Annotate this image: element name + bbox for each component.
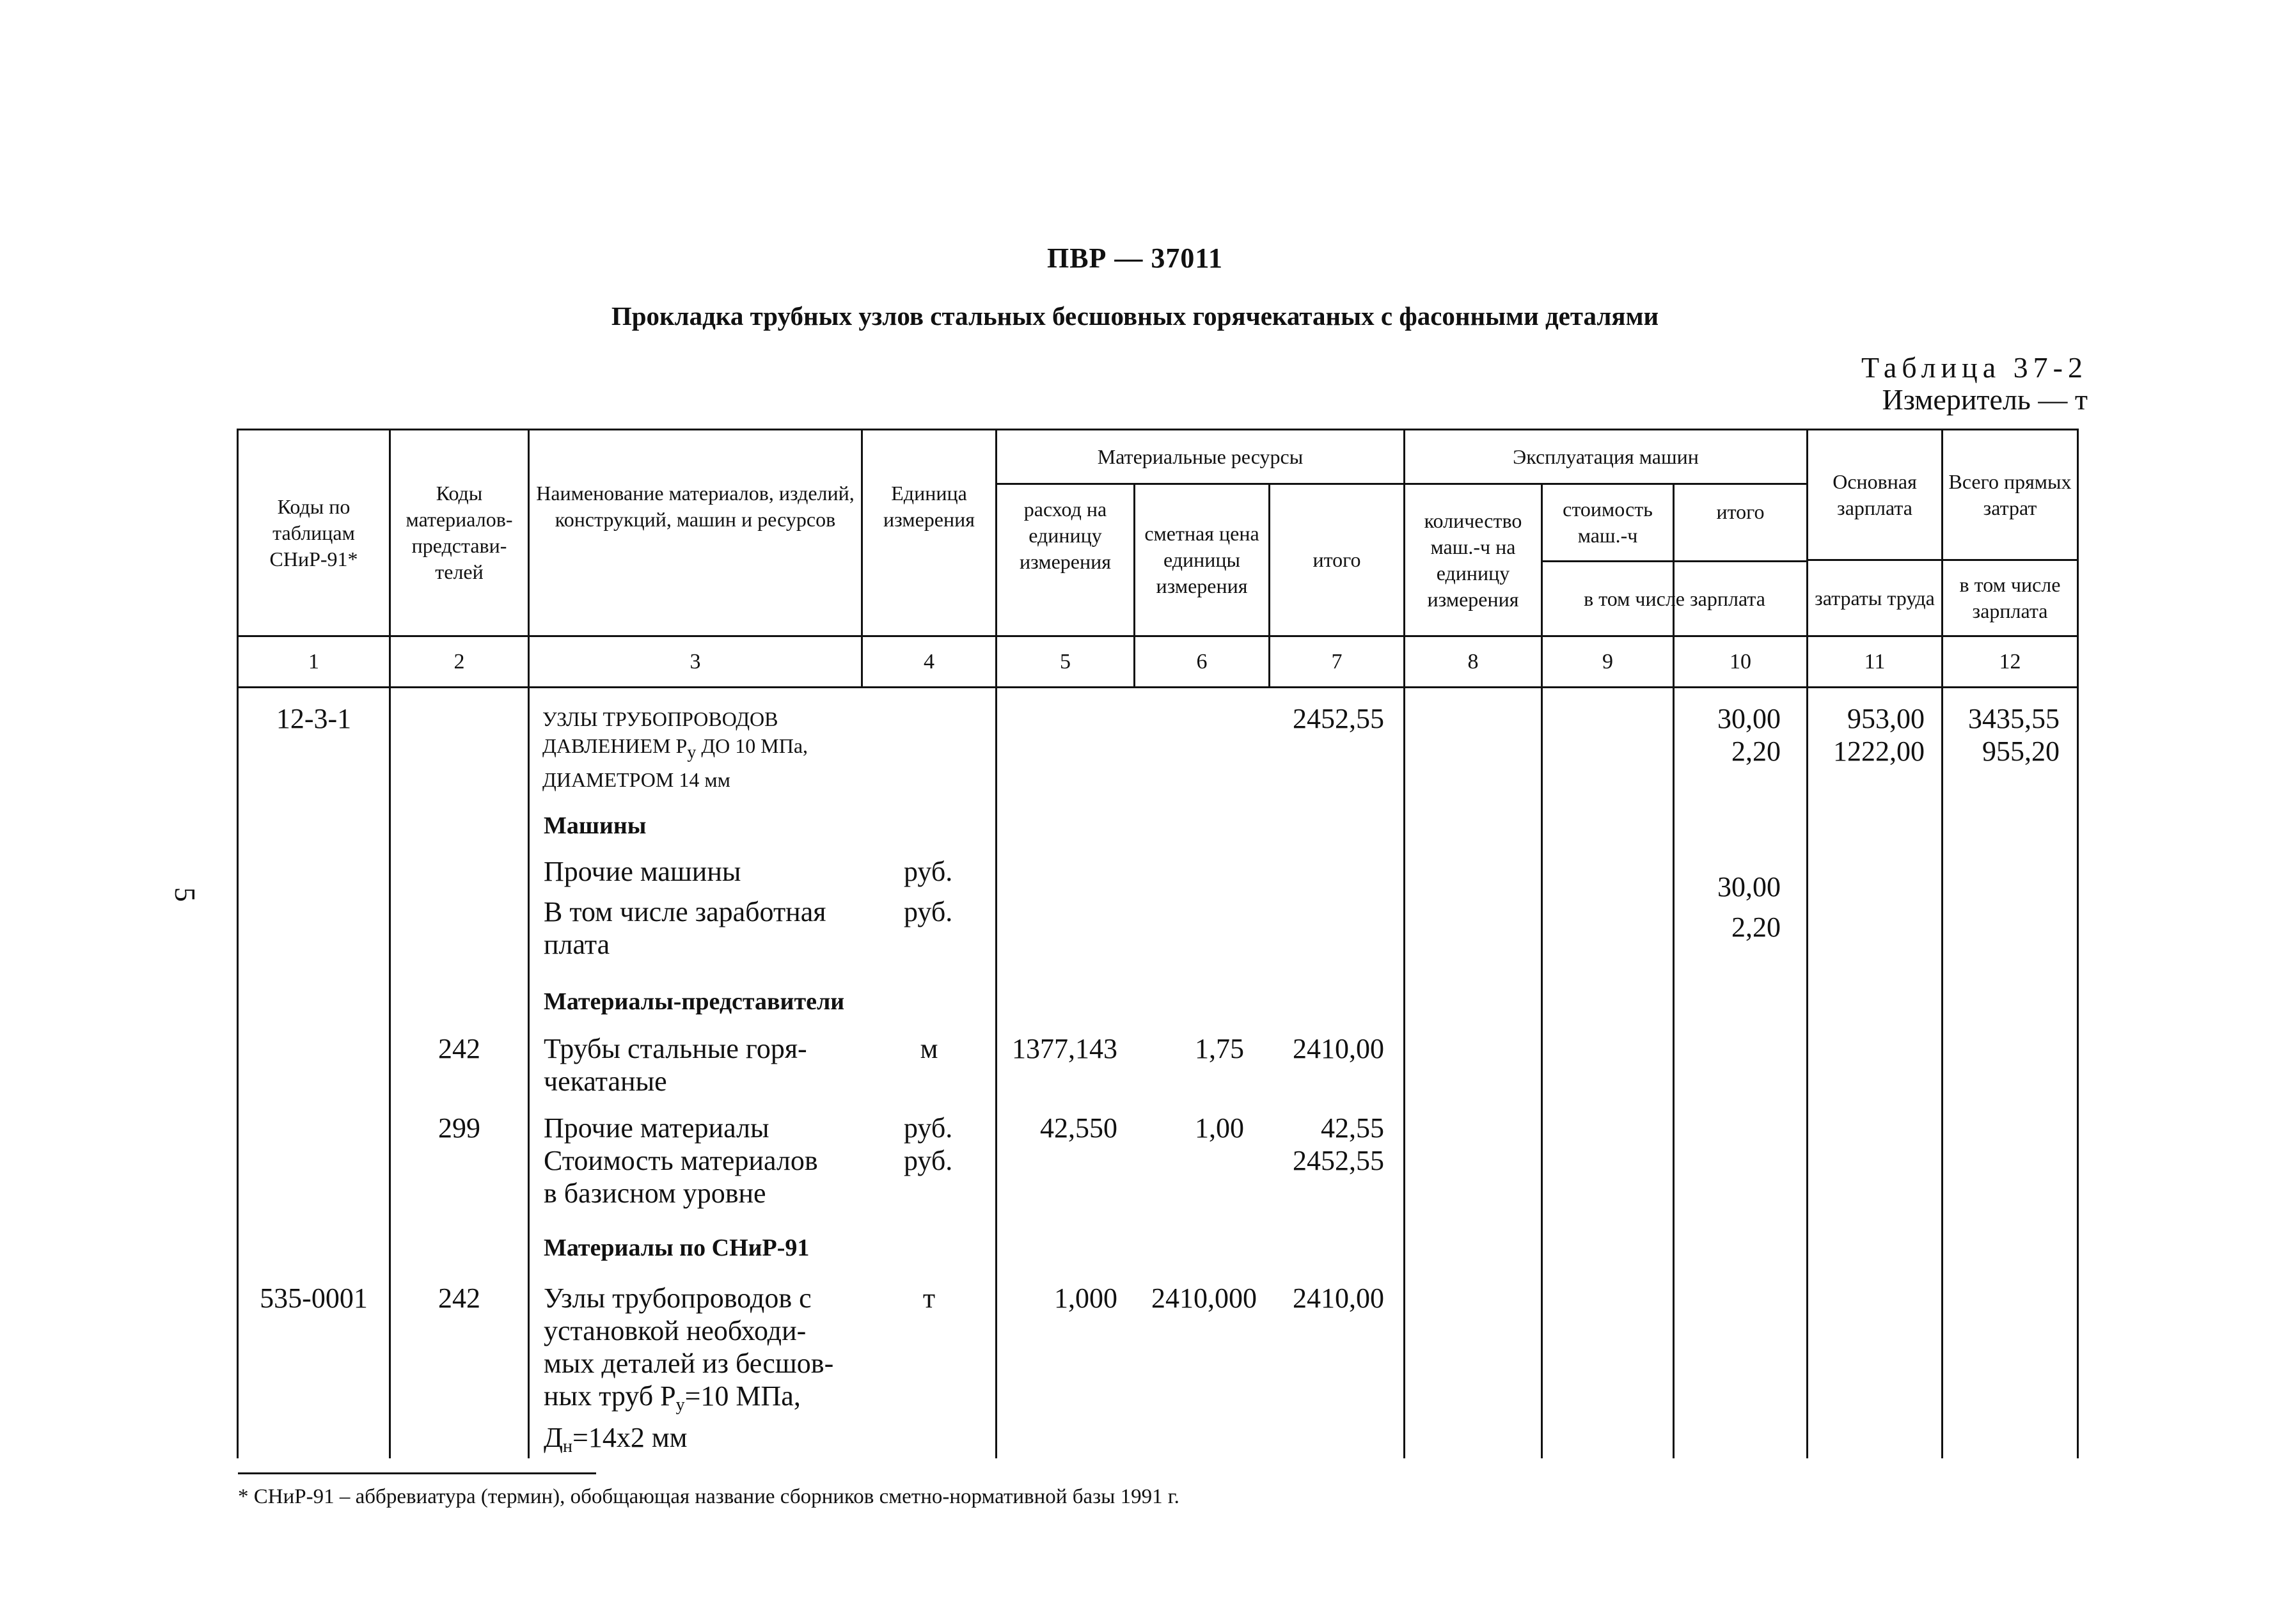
row-other-machines-unit: руб. xyxy=(904,856,953,887)
row-pipe-units-price: 2410,000 xyxy=(1151,1282,1257,1314)
header-machines-total: итого xyxy=(1716,500,1765,523)
header-name: Наименование материалов, изделий, конструкций, машин и ресурсов xyxy=(536,482,855,531)
materials-total-cell: 2452,55 xyxy=(1293,703,1384,734)
row-pipes-name: Трубы стальные горя- чекатаные xyxy=(544,1033,807,1097)
row-incl-wage-name: В том числе заработная плата xyxy=(544,896,826,960)
column-number: 12 xyxy=(1999,649,2021,674)
row-pipe-units-consumption: 1,000 xyxy=(1054,1282,1117,1314)
footnote-separator xyxy=(238,1472,596,1474)
row-name-main: УЗЛЫ ТРУБОПРОВОДОВ ДАВЛЕНИЕМ Pу ДО 10 МПа, ДИАМЕТРОМ 14 мм xyxy=(542,707,808,791)
labor-cost-cell: 1222,00 xyxy=(1833,736,1925,767)
machines-total-cell: 30,00 xyxy=(1717,703,1781,734)
total-wage-cell: 955,20 xyxy=(1982,736,2060,767)
row-other-materials-code2: 299 xyxy=(438,1112,480,1144)
header-codes-snip: Коды по таблицам СНиР-91* xyxy=(269,494,358,571)
column-number: 6 xyxy=(1196,649,1208,674)
column-number: 7 xyxy=(1331,649,1343,674)
row-other-materials-name: Прочие материалы xyxy=(544,1112,769,1144)
row-other-materials-price: 1,00 xyxy=(1195,1112,1244,1144)
header-codes-representatives: Коды материалов-представи-телей xyxy=(406,482,513,583)
header-materials-total: итого xyxy=(1312,548,1361,571)
header-machine-hours: количество маш.-ч на единицу измерения xyxy=(1424,508,1522,611)
header-base-wage: Основная зарплата xyxy=(1833,469,1917,519)
document-title: Прокладка трубных узлов стальных бесшовных горячекатаных с фасонными деталями xyxy=(611,301,1659,331)
header-unit: Единица измерения xyxy=(883,482,975,531)
header-total-direct-costs: Всего прямых затрат xyxy=(1948,469,2072,519)
column-number: 1 xyxy=(308,649,319,674)
row-pipe-units-name: Узлы трубопроводов с установкой необходи- мых деталей из бесшов- ных труб $P_у=10$ МПа, $Д_н=14х2$ мм xyxy=(544,1282,834,1456)
header-total-incl-wage: в том числе зарплата xyxy=(1959,573,2061,622)
row-pipes-unit: м xyxy=(920,1033,938,1064)
column-number: 11 xyxy=(1864,649,1886,674)
row-pipes-code2: 242 xyxy=(438,1033,480,1064)
section-representative-materials: Материалы-представители xyxy=(544,988,845,1015)
row-pipe-units-total: 2410,00 xyxy=(1293,1282,1384,1314)
row-other-materials-unit: руб. xyxy=(904,1112,953,1144)
row-pipe-units-unit: т xyxy=(922,1282,936,1314)
row-incl-wage-total: 2,20 xyxy=(1731,911,1781,943)
table-number: Таблица 37-2 xyxy=(1861,351,2088,384)
row-materials-cost-unit: руб. xyxy=(904,1145,953,1176)
header-labor-costs: затраты труда xyxy=(1815,586,1935,610)
column-number: 5 xyxy=(1060,649,1071,674)
machines-wage-cell: 2,20 xyxy=(1731,736,1781,767)
header-incl-wage: в том числе зарплата xyxy=(1584,587,1765,610)
row-pipes-consumption: 1377,143 xyxy=(1012,1033,1117,1064)
header-machine-operation: Эксплуатация машин xyxy=(1513,445,1699,468)
row-pipes-total: 2410,00 xyxy=(1293,1033,1384,1064)
row-incl-wage-unit: руб. xyxy=(904,896,953,927)
document-code: ПВР — 37011 xyxy=(1046,242,1224,274)
header-unit-price: сметная цена единицы измерения xyxy=(1144,522,1259,597)
page-number: 5 xyxy=(169,887,201,902)
total-cost-cell: 3435,55 xyxy=(1968,703,2060,734)
row-pipes-price: 1,75 xyxy=(1195,1033,1244,1064)
row-other-machines-name: Прочие машины xyxy=(544,856,741,887)
column-number: 3 xyxy=(690,649,701,674)
section-snip-materials: Материалы по СНиР-91 xyxy=(544,1234,810,1261)
section-machines: Машины xyxy=(544,812,647,839)
column-number: 2 xyxy=(453,649,465,674)
row-code-snip: 12-3-1 xyxy=(276,703,352,734)
footnote: * СНиР-91 – аббревиатура (термин), обобщающая название сборников сметно-нормативной базы 1991 г. xyxy=(238,1485,1179,1508)
row-materials-cost-total: 2452,55 xyxy=(1293,1145,1384,1176)
column-number: 8 xyxy=(1467,649,1479,674)
row-other-materials-consumption: 42,550 xyxy=(1040,1112,1117,1144)
row-other-machines-total: 30,00 xyxy=(1717,871,1781,903)
row-other-materials-total: 42,55 xyxy=(1321,1112,1384,1144)
row-pipe-units-code: 535-0001 xyxy=(260,1282,368,1314)
header-consumption: расход на единицу измерения xyxy=(1020,498,1111,573)
base-wage-cell: 953,00 xyxy=(1847,703,1925,734)
header-material-resources: Материальные ресурсы xyxy=(1097,445,1304,468)
header-machine-hour-cost: стоимость маш.-ч xyxy=(1563,498,1653,547)
row-pipe-units-code2: 242 xyxy=(438,1282,480,1314)
row-materials-cost-name: Стоимость материалов в базисном уровне xyxy=(544,1145,818,1209)
column-number: 4 xyxy=(924,649,934,674)
measure-unit: Измеритель — т xyxy=(1882,383,2088,416)
column-number: 10 xyxy=(1730,649,1751,674)
column-number: 9 xyxy=(1602,649,1613,674)
